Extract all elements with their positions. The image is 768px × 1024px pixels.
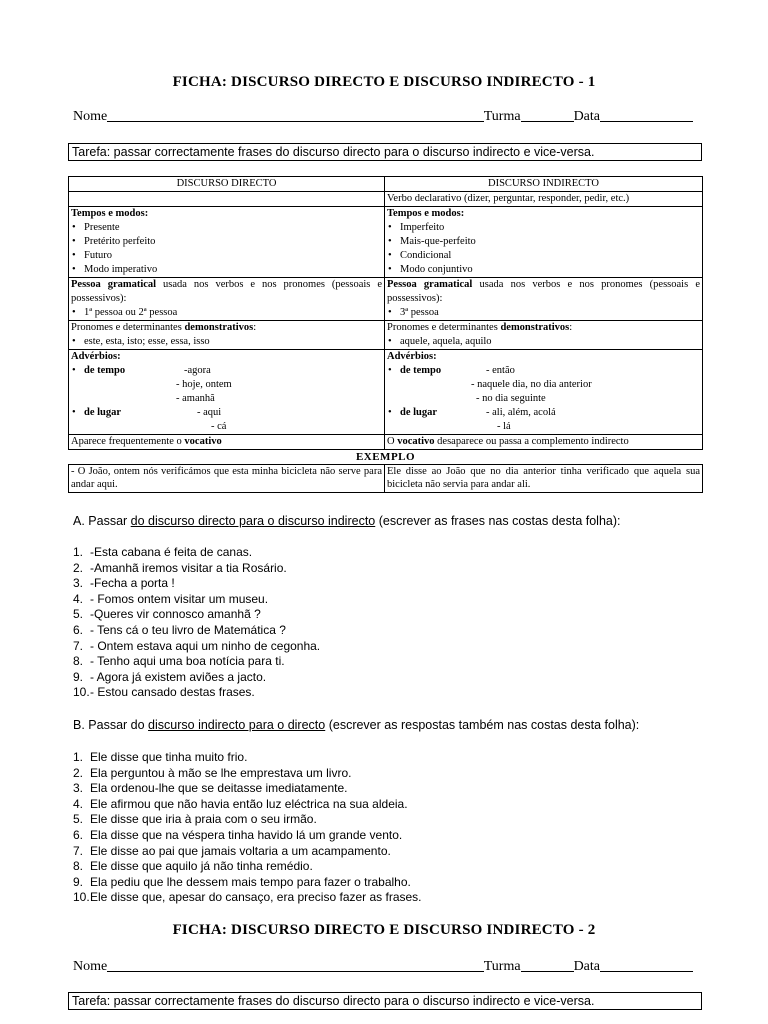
list-item: • Mais-que-perfeito bbox=[387, 235, 700, 249]
list-item: • Imperfeito bbox=[387, 221, 700, 235]
item-number: 3. bbox=[73, 576, 84, 591]
list-item bbox=[73, 828, 422, 844]
list-item bbox=[73, 561, 320, 577]
nome-label: Nome bbox=[73, 109, 108, 124]
exemplo-direct-cell: - O João, ontem nós verificámos que esta minha bicicleta não serve para andar aqui. bbox=[69, 465, 385, 493]
section-a-intro bbox=[73, 514, 621, 528]
list-item bbox=[73, 592, 320, 608]
list-item bbox=[73, 875, 422, 891]
turma-blank[interactable] bbox=[521, 108, 574, 122]
de-lugar-label: • de lugar bbox=[400, 407, 438, 418]
item-number: 4. bbox=[73, 591, 84, 606]
vocativo-rest: desaparece ou passa a complemento indirecto bbox=[434, 436, 629, 447]
section-b-suffix: (escrever as respostas também nas costas desta folha): bbox=[325, 718, 640, 732]
item-text: -Queres vir connosco amanhã ? bbox=[90, 607, 261, 622]
vocativo-bold: vocativo bbox=[397, 436, 435, 447]
col-direct-header: DISCURSO DIRECTO bbox=[69, 177, 385, 192]
adverbios-direct-cell bbox=[69, 350, 385, 435]
task-box-2: Tarefa: passar correctamente frases do discurso directo para o discurso indirecto e vice-versa. bbox=[68, 992, 702, 1010]
list-item: • este, esta, isto; esse, essa, isso bbox=[71, 335, 382, 349]
data-blank[interactable] bbox=[600, 108, 693, 122]
adverb-value: - lá bbox=[497, 421, 511, 432]
vocativo-bold: vocativo bbox=[184, 436, 222, 447]
pronomes-row bbox=[69, 321, 703, 350]
pessoa-bold: Pessoa gramatical bbox=[387, 279, 473, 290]
item-text: - Tenho aqui uma boa notícia para ti. bbox=[90, 654, 285, 669]
list-item bbox=[73, 781, 422, 797]
item-text: Ele disse que aquilo já não tinha remédio. bbox=[90, 859, 313, 874]
pessoa-rest: usada nos verbos e nos pronomes (pessoais e possessivos): bbox=[387, 279, 700, 304]
turma-blank[interactable] bbox=[521, 958, 574, 972]
item-text: - Estou cansado destas frases. bbox=[90, 685, 255, 700]
tempos-label: Tempos e modos: bbox=[71, 208, 149, 219]
pessoa-row bbox=[69, 278, 703, 321]
item-number: 6. bbox=[73, 827, 84, 842]
list-item bbox=[73, 844, 422, 860]
vocativo-indirect-cell bbox=[385, 435, 703, 450]
grammar-table bbox=[68, 176, 703, 493]
section-a-prefix: A. Passar bbox=[73, 514, 131, 528]
adverb-value: - ali, além, acolá bbox=[486, 407, 556, 418]
item-number: 8. bbox=[73, 859, 84, 874]
item-number: 3. bbox=[73, 781, 84, 796]
list-item bbox=[73, 670, 320, 686]
adverb-value: - aqui bbox=[197, 407, 222, 418]
nome-label: Nome bbox=[73, 959, 108, 974]
list-item: • Futuro bbox=[71, 249, 382, 263]
de-tempo-label: • de tempo bbox=[400, 365, 442, 376]
item-text: -Esta cabana é feita de canas. bbox=[90, 545, 253, 559]
item-text: Ele disse que tinha muito frio. bbox=[90, 750, 248, 764]
list-item bbox=[73, 654, 320, 670]
adverbios-label: Advérbios: bbox=[71, 351, 121, 362]
item-number: 1. bbox=[73, 545, 84, 559]
vocativo-row bbox=[69, 435, 703, 450]
adverbios-indirect-cell bbox=[385, 350, 703, 435]
item-number: 10. bbox=[73, 890, 90, 905]
item-number: 5. bbox=[73, 812, 84, 827]
adverb-value: - amanhã bbox=[176, 393, 215, 404]
adverb-value: - então bbox=[486, 365, 515, 376]
list-item bbox=[73, 685, 320, 701]
item-text: Ela pediu que lhe dessem mais tempo para fazer o trabalho. bbox=[90, 874, 411, 889]
de-lugar-label: • de lugar bbox=[84, 407, 122, 418]
item-text: Ele afirmou que não havia então luz eléctrica na sua aldeia. bbox=[90, 796, 408, 811]
pessoa-rest: usada nos verbos e nos pronomes (pessoais e possessivos): bbox=[71, 279, 383, 304]
col-indirect-header: DISCURSO INDIRECTO bbox=[385, 177, 703, 192]
section-b-list bbox=[73, 750, 422, 906]
item-number: 10. bbox=[73, 685, 90, 700]
pronomes-text: Pronomes e determinantes bbox=[387, 322, 501, 333]
exemplo-row bbox=[69, 465, 703, 493]
adverb-value: - hoje, ontem bbox=[176, 379, 232, 390]
adverb-value: - no dia seguinte bbox=[476, 393, 546, 404]
list-item: • Modo conjuntivo bbox=[387, 263, 700, 277]
adverb-value: -agora bbox=[184, 365, 211, 376]
exemplo-indirect-cell: Ele disse ao João que no dia anterior tinha verificado que aquela sua bicicleta não servia para andar ali. bbox=[385, 465, 703, 493]
exemplo-title: EXEMPLO bbox=[69, 450, 703, 465]
pessoa-bold: Pessoa gramatical bbox=[71, 279, 157, 290]
list-item: • aquele, aquela, aquilo bbox=[387, 335, 700, 349]
item-number: 6. bbox=[73, 622, 84, 637]
de-tempo-label: • de tempo bbox=[84, 365, 126, 376]
vocativo-text: Aparece frequentemente o bbox=[71, 436, 185, 447]
pronomes-bold: demonstrativos bbox=[500, 322, 570, 333]
vocativo-prefix: O bbox=[387, 436, 398, 447]
item-text: - Ontem estava aqui um ninho de cegonha. bbox=[90, 638, 321, 653]
pronomes-indirect-cell bbox=[385, 321, 703, 350]
data-label: Data bbox=[573, 959, 600, 974]
list-item bbox=[73, 607, 320, 623]
item-number: 2. bbox=[73, 560, 84, 575]
verbo-row bbox=[69, 192, 703, 207]
item-number: 8. bbox=[73, 654, 84, 669]
item-number: 2. bbox=[73, 765, 84, 780]
item-text: - Tens cá o teu livro de Matemática ? bbox=[90, 622, 286, 637]
exemplo-title-row bbox=[69, 450, 703, 465]
tempos-row bbox=[69, 207, 703, 278]
item-number: 9. bbox=[73, 669, 84, 684]
list-item bbox=[73, 750, 422, 766]
item-text: Ela disse que na véspera tinha havido lá um grande vento. bbox=[90, 827, 403, 842]
item-number: 4. bbox=[73, 796, 84, 811]
task-box-1: Tarefa: passar correctamente frases do discurso directo para o discurso indirecto e vice-versa. bbox=[68, 143, 702, 161]
adverbios-label: Advérbios: bbox=[387, 351, 437, 362]
item-text: Ela perguntou à mão se lhe emprestava um livro. bbox=[90, 765, 352, 780]
list-item: • Condicional bbox=[387, 249, 700, 263]
pronomes-colon: : bbox=[253, 322, 257, 333]
item-number: 7. bbox=[73, 638, 84, 653]
list-item bbox=[73, 859, 422, 875]
nome-blank[interactable] bbox=[107, 958, 484, 972]
pessoa-indirect-cell bbox=[385, 278, 703, 321]
pronomes-bold: demonstrativos bbox=[184, 322, 254, 333]
vocativo-direct-cell bbox=[69, 435, 385, 450]
section-a-suffix: (escrever as frases nas costas desta folha): bbox=[375, 514, 621, 528]
nome-blank[interactable] bbox=[107, 108, 484, 122]
list-item bbox=[73, 545, 320, 561]
item-text: Ela ordenou-lhe que se deitasse imediatamente. bbox=[90, 781, 348, 796]
name-line-2 bbox=[73, 957, 693, 975]
data-label: Data bbox=[573, 109, 600, 124]
section-a-underlined: do discurso directo para o discurso indirecto bbox=[130, 514, 376, 528]
section-b-prefix: B. Passar do bbox=[73, 718, 149, 732]
list-item: • Modo imperativo bbox=[71, 263, 382, 277]
pronomes-colon: : bbox=[569, 322, 573, 333]
list-item: • 1ª pessoa ou 2ª pessoa bbox=[71, 306, 382, 320]
item-text: Ele disse ao pai que jamais voltaria a um acampamento. bbox=[90, 843, 391, 858]
item-text: -Fecha a porta ! bbox=[90, 576, 175, 591]
tempos-direct-cell bbox=[69, 207, 385, 278]
adverbios-row bbox=[69, 350, 703, 435]
name-line-1 bbox=[73, 107, 693, 125]
section-b-underlined: discurso indirecto para o directo bbox=[148, 718, 326, 732]
tempos-indirect-cell bbox=[385, 207, 703, 278]
table-header-row bbox=[69, 177, 703, 192]
section-a-list bbox=[73, 545, 320, 701]
item-number: 1. bbox=[73, 750, 84, 764]
item-text: Ele disse que iria à praia com o seu irmão. bbox=[90, 812, 317, 827]
item-number: 7. bbox=[73, 843, 84, 858]
pessoa-direct-cell bbox=[69, 278, 385, 321]
list-item bbox=[73, 576, 320, 592]
list-item: • Presente bbox=[71, 221, 382, 235]
worksheet-title-2: FICHA: DISCURSO DIRECTO E DISCURSO INDIRECTO - 2 bbox=[172, 922, 596, 938]
section-b-intro bbox=[73, 718, 639, 732]
worksheet-title-1: FICHA: DISCURSO DIRECTO E DISCURSO INDIRECTO - 1 bbox=[172, 74, 596, 90]
list-item bbox=[73, 766, 422, 782]
item-number: 9. bbox=[73, 874, 84, 889]
item-text: - Agora já existem aviões a jacto. bbox=[90, 669, 267, 684]
tempos-label: Tempos e modos: bbox=[387, 208, 465, 219]
item-number: 5. bbox=[73, 607, 84, 622]
list-item bbox=[73, 639, 320, 655]
turma-label: Turma bbox=[483, 109, 521, 124]
data-blank[interactable] bbox=[600, 958, 693, 972]
adverb-value: - cá bbox=[211, 421, 227, 432]
verbo-direct-cell bbox=[69, 192, 385, 207]
list-item: • Pretérito perfeito bbox=[71, 235, 382, 249]
item-text: -Amanhã iremos visitar a tia Rosário. bbox=[90, 560, 287, 575]
list-item bbox=[73, 797, 422, 813]
adverb-value: - naquele dia, no dia anterior bbox=[471, 379, 592, 390]
list-item bbox=[73, 890, 422, 906]
list-item bbox=[73, 623, 320, 639]
pronomes-text: Pronomes e determinantes bbox=[71, 322, 185, 333]
list-item: • 3ª pessoa bbox=[387, 306, 700, 320]
verbo-indirect-cell: Verbo declarativo (dizer, perguntar, responder, pedir, etc.) bbox=[385, 192, 703, 207]
item-text: - Fomos ontem visitar um museu. bbox=[90, 591, 269, 606]
pronomes-direct-cell bbox=[69, 321, 385, 350]
item-text: Ele disse que, apesar do cansaço, era preciso fazer as frases. bbox=[90, 890, 422, 905]
turma-label: Turma bbox=[483, 959, 521, 974]
list-item bbox=[73, 812, 422, 828]
